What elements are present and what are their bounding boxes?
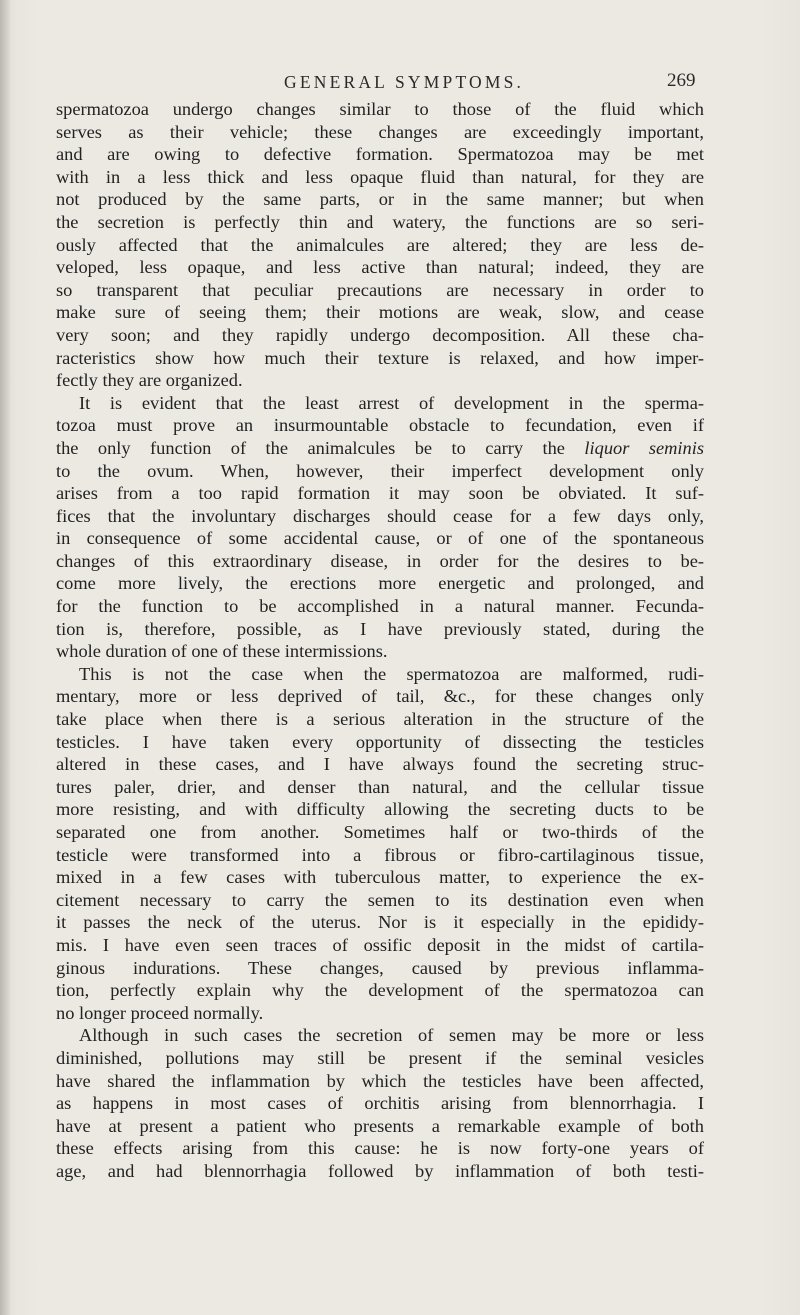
text-line: for the function to be accomplished in a natural manner. Fecunda- xyxy=(56,596,704,617)
text-line: separated one from another. Sometimes half or two-thirds of the xyxy=(56,822,704,842)
text-line: so transparent that peculiar precautions are necessary in order to xyxy=(56,279,704,300)
text-line: testicles. I have taken every opportunity of dissecting the testicles xyxy=(56,731,704,752)
text-line: altered in these cases, and I have always found the secreting struc- xyxy=(56,754,704,775)
text-line: very soon; and they rapidly undergo decomposition. All these cha- xyxy=(56,324,704,345)
text-line: testicle were transformed into a fibrous or fibro-cartilaginous tissue, xyxy=(56,844,704,865)
text-line: have shared the inflammation by which the testicles have been affected, xyxy=(56,1070,704,1091)
text-line: make sure of seeing them; their motions are weak, slow, and cease xyxy=(56,302,704,323)
text-line: arises from a too rapid formation it may soon be obviated. It suf- xyxy=(56,483,704,504)
text-line: It is evident that the least arrest of development in the sperma- xyxy=(79,392,704,413)
text-line: tozoa must prove an insurmountable obstacle to fecundation, even if xyxy=(56,415,704,436)
text-line: with in a less thick and less opaque fluid than natural, for they are xyxy=(56,166,704,187)
text-line: fectly they are organized. xyxy=(56,370,243,391)
text-line: citement necessary to carry the semen to its destination even when xyxy=(56,889,704,910)
text-line: age, and had blennorrhagia followed by inflammation of both testi- xyxy=(56,1160,704,1181)
text-line: come more lively, the erections more energetic and prolonged, and xyxy=(56,573,704,594)
text-line: and are owing to defective formation. Spermatozoa may be met xyxy=(56,144,704,165)
text-line: serves as their vehicle; these changes are exceedingly important, xyxy=(56,121,704,142)
text-line: take place when there is a serious alteration in the structure of the xyxy=(56,709,704,730)
text-line: fices that the involuntary discharges should cease for a few days only, xyxy=(56,505,704,526)
text-line: the only function of the animalcules be to carry the liquor seminis xyxy=(56,437,704,458)
text-line: more resisting, and with difficulty allowing the secreting ducts to be xyxy=(56,799,704,820)
italic-phrase: liquor seminis xyxy=(584,437,704,458)
text-line: spermatozoa undergo changes similar to those of the fluid which xyxy=(56,99,704,119)
text-line: no longer proceed normally. xyxy=(56,1002,264,1023)
text-line: whole duration of one of these intermissions. xyxy=(56,641,388,662)
text-line: the secretion is perfectly thin and watery, the functions are so seri- xyxy=(56,211,704,232)
text-line: ginous indurations. These changes, caused by previous inflamma- xyxy=(56,957,704,978)
text-line: it passes the neck of the uterus. Nor is it especially in the epididy- xyxy=(56,912,704,933)
text-line: as happens in most cases of orchitis arising from blennorrhagia. I xyxy=(56,1093,704,1114)
text-line: mentary, more or less deprived of tail, &c., for these changes only xyxy=(56,686,704,707)
running-head: GENERAL SYMPTOMS. xyxy=(284,72,525,92)
text-line: mis. I have even seen traces of ossific deposit in the midst of cartila- xyxy=(56,934,704,955)
text-line: This is not the case when the spermatozoa are malformed, rudi- xyxy=(79,663,704,684)
text-line: in consequence of some accidental cause, or of one of the spontaneous xyxy=(56,528,704,549)
text-line: diminished, pollutions may still be present if the seminal vesicles xyxy=(56,1047,704,1068)
text-line: changes of this extraordinary disease, in order for the desires to be- xyxy=(56,550,704,571)
text-line: tures paler, drier, and denser than natural, and the cellular tissue xyxy=(56,776,704,797)
text-line: mixed in a few cases with tuberculous matter, to experience the ex- xyxy=(56,867,704,888)
text-line: these effects arising from this cause: he is now forty-one years of xyxy=(56,1138,704,1159)
page-gutter-shadow xyxy=(0,0,10,1315)
page-number: 269 xyxy=(667,70,696,91)
text-line: to the ovum. When, however, their imperfect development only xyxy=(56,460,704,481)
text-line: Although in such cases the secretion of semen may be more or less xyxy=(79,1025,704,1046)
text-line: tion, perfectly explain why the development of the spermatozoa can xyxy=(56,980,704,1001)
text-line: tion is, therefore, possible, as I have previously stated, during the xyxy=(56,618,704,639)
text-line: veloped, less opaque, and less active than natural; indeed, they are xyxy=(56,257,704,278)
text-line: have at present a patient who presents a remarkable example of both xyxy=(56,1115,704,1136)
text-line: ously affected that the animalcules are altered; they are less de- xyxy=(56,234,704,255)
body-text xyxy=(56,98,704,1183)
text-line: racteristics show how much their texture is relaxed, and how imper- xyxy=(56,347,704,368)
text-line: not produced by the same parts, or in the same manner; but when xyxy=(56,189,704,210)
